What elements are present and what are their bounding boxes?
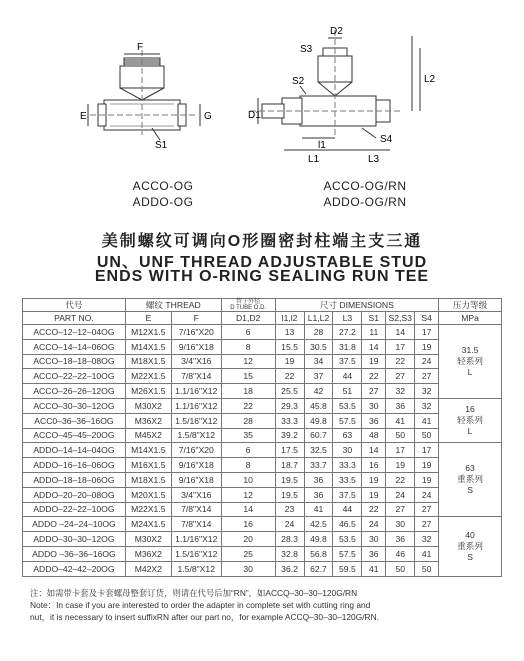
label-S1: S1	[155, 140, 168, 151]
table-cell: 30.5	[304, 339, 333, 354]
table-cell: ADDO–16–16–06OG	[23, 458, 126, 473]
table-cell: 17	[386, 339, 415, 354]
table-cell: ADDO–42–42–20OG	[23, 561, 126, 576]
table-cell: 12	[221, 487, 275, 502]
table-cell: ACCO–12–12–04OG	[23, 325, 126, 340]
table-cell: ACCO–14–14–06OG	[23, 339, 126, 354]
title-english-line1: UN、UNF THREAD ADJUSTABLE STUD	[96, 254, 428, 271]
table-cell: 15.5	[275, 339, 304, 354]
table-cell: 59.5	[333, 561, 362, 576]
table-cell: 30	[221, 561, 275, 576]
table-cell: 20	[221, 532, 275, 547]
table-cell: 31.8	[333, 339, 362, 354]
table-cell: ADDO–14–14–04OG	[23, 443, 126, 458]
header-d: D1,D2	[221, 312, 275, 325]
table-cell: 57.5	[333, 413, 362, 428]
table-row	[23, 398, 502, 413]
table-header-top	[23, 299, 502, 312]
table-row	[23, 384, 502, 399]
pressure-cn: 轻系列	[457, 415, 483, 426]
table-cell: 12	[221, 354, 275, 369]
table-cell: 33.3	[275, 413, 304, 428]
table-cell: 22	[362, 369, 386, 384]
table-cell: 27	[415, 517, 439, 532]
header-pressure-cn: 压力等级	[439, 299, 502, 312]
pressure-group-cell	[439, 443, 502, 517]
table-cell: 36	[304, 472, 333, 487]
table-cell: 19	[386, 458, 415, 473]
table-cell: M20X1.5	[125, 487, 171, 502]
table-cell: 32	[386, 384, 415, 399]
table-row	[23, 339, 502, 354]
header-S4: S4	[415, 312, 439, 325]
label-E: E	[80, 111, 87, 122]
table-cell: 1.1/16"X12	[171, 532, 221, 547]
table-cell: 35	[221, 428, 275, 443]
table-cell: 10	[221, 472, 275, 487]
table-cell: 14	[221, 502, 275, 517]
table-cell: 27	[386, 369, 415, 384]
table-cell: 7/16"X20	[171, 443, 221, 458]
label-D2: D2	[330, 26, 343, 37]
table-cell: 60.7	[304, 428, 333, 443]
table-cell: 18	[221, 384, 275, 399]
table-cell: 6	[221, 325, 275, 340]
table-cell: 36	[304, 487, 333, 502]
table-cell: 25	[221, 546, 275, 561]
table-cell: 19.5	[275, 487, 304, 502]
table-cell: 1.5/16"X12	[171, 413, 221, 428]
table-cell: 16	[362, 458, 386, 473]
label-G: G	[204, 111, 212, 122]
table-cell: 49.8	[304, 532, 333, 547]
table-cell: M36X2	[125, 546, 171, 561]
technical-drawings	[0, 0, 524, 200]
header-tube-en: D TUBE O.D.	[230, 305, 267, 311]
caption-right	[300, 178, 430, 210]
table-cell: ACCO–22–22–10OG	[23, 369, 126, 384]
table-cell: 19	[415, 472, 439, 487]
pressure-cn: 重系列	[457, 474, 483, 485]
table-cell: 3/4"X16	[171, 354, 221, 369]
table-cell: 37.5	[333, 487, 362, 502]
table-cell: 17	[415, 443, 439, 458]
caption-left-line1: ACCO-OG	[132, 179, 194, 193]
table-cell: 19	[362, 487, 386, 502]
table-cell: ADDO–18–18–06OG	[23, 472, 126, 487]
table-cell: 44	[333, 502, 362, 517]
table-cell: 48	[362, 428, 386, 443]
table-cell: 37.5	[333, 354, 362, 369]
table-cell: M14X1.5	[125, 443, 171, 458]
caption-right-line1: ACCO-OG/RN	[323, 179, 407, 193]
table-cell: 24	[415, 354, 439, 369]
header-pressure-en: MPa	[439, 312, 502, 325]
table-cell: 24	[386, 487, 415, 502]
table-cell: 45.8	[304, 398, 333, 413]
table-row	[23, 354, 502, 369]
table-cell: 34	[304, 354, 333, 369]
caption-left	[118, 178, 208, 210]
label-L3: L3	[368, 154, 380, 165]
table-cell: 24	[362, 517, 386, 532]
label-l1: l1	[318, 140, 326, 151]
table-cell: 19	[362, 354, 386, 369]
table-cell: 50	[386, 561, 415, 576]
label-S4: S4	[380, 134, 393, 145]
table-cell: 17	[386, 443, 415, 458]
table-cell: M26X1.5	[125, 384, 171, 399]
table-cell: 46.5	[333, 517, 362, 532]
table-cell: 42	[304, 384, 333, 399]
table-cell: M22X1.5	[125, 502, 171, 517]
table-cell: 62.7	[304, 561, 333, 576]
table-row	[23, 325, 502, 340]
table-cell: 1.5/16"X12	[171, 546, 221, 561]
table-cell: 19	[362, 472, 386, 487]
table-cell: 50	[386, 428, 415, 443]
table-cell: 6	[221, 443, 275, 458]
table-row	[23, 472, 502, 487]
table-cell: 46	[386, 546, 415, 561]
table-row	[23, 443, 502, 458]
table-cell: 19	[415, 458, 439, 473]
table-cell: 14	[362, 339, 386, 354]
table-cell: 24	[415, 487, 439, 502]
table-cell: 17	[415, 325, 439, 340]
header-l12: l1,l2	[275, 312, 304, 325]
table-cell: 49.8	[304, 413, 333, 428]
table-cell: 22	[221, 398, 275, 413]
table-cell: 36	[362, 546, 386, 561]
note-en-1: Note：In case if you are interested to order the adapter in complete set with cutting ring and	[30, 600, 371, 610]
header-S1: S1	[362, 312, 386, 325]
table-cell: 1.5/8"X12	[171, 428, 221, 443]
table-cell: 42.5	[304, 517, 333, 532]
table-cell: 7/8"X14	[171, 369, 221, 384]
table-cell: ACCO–30–30–12OG	[23, 398, 126, 413]
table-cell: 29.3	[275, 398, 304, 413]
table-cell: M45X2	[125, 428, 171, 443]
table-cell: 7/16"X20	[171, 325, 221, 340]
label-D1: D1	[248, 110, 261, 121]
table-cell: 15	[221, 369, 275, 384]
table-cell: 50	[415, 428, 439, 443]
table-cell: 9/16"X18	[171, 472, 221, 487]
table-cell: 16	[221, 517, 275, 532]
table-cell: 7/8"X14	[171, 502, 221, 517]
table-cell: ADDO–22–22–10OG	[23, 502, 126, 517]
table-cell: 17.5	[275, 443, 304, 458]
table-cell: 22	[362, 502, 386, 517]
header-e: E	[125, 312, 171, 325]
table-cell: 33.7	[304, 458, 333, 473]
header-tube-cn: 管子外径	[236, 299, 261, 305]
table-cell: ACCO–18–18–08OG	[23, 354, 126, 369]
pressure-code: L	[467, 366, 473, 377]
table-cell: ADDO –36–36–16OG	[23, 546, 126, 561]
table-cell: 28	[304, 325, 333, 340]
table-cell: 19	[415, 339, 439, 354]
table-cell: 25.5	[275, 384, 304, 399]
table-cell: 36	[386, 532, 415, 547]
pressure-cn: 轻系列	[457, 355, 483, 366]
table-cell: 33.3	[333, 458, 362, 473]
table-cell: ACC0–36–36–16OG	[23, 413, 126, 428]
header-L3: L3	[333, 312, 362, 325]
header-L12: L1,L2	[304, 312, 333, 325]
table-cell: M36X2	[125, 413, 171, 428]
note-en-2: nut，it is necessary to insert suffixRN after our part no，for example ACCQ–30–30–120G/RN.	[30, 612, 379, 622]
pressure-value: 16	[465, 404, 475, 415]
table-cell: 30	[386, 517, 415, 532]
table-cell: M18X1.5	[125, 472, 171, 487]
table-cell: 22	[386, 354, 415, 369]
pressure-value: 31.5	[461, 344, 479, 355]
left-drawing	[88, 50, 200, 140]
table-cell: 22	[275, 369, 304, 384]
header-tube	[221, 299, 275, 312]
table-cell: 28	[221, 413, 275, 428]
label-S2: S2	[292, 76, 305, 87]
table-cell: 32	[415, 532, 439, 547]
table-body	[23, 325, 502, 577]
table-cell: M30X2	[125, 398, 171, 413]
table-cell: 53.5	[333, 398, 362, 413]
table-cell: 23	[275, 502, 304, 517]
table-cell: ADDO –24–24–10OG	[23, 517, 126, 532]
table-cell: 9/16"X18	[171, 339, 221, 354]
table-cell: ACCO–26–26–12OG	[23, 384, 126, 399]
table-cell: M12X1.5	[125, 325, 171, 340]
table-cell: 32.8	[275, 546, 304, 561]
table-row	[23, 502, 502, 517]
pressure-code: L	[467, 426, 473, 437]
table-cell: 27	[362, 384, 386, 399]
label-F: F	[137, 42, 144, 53]
notes	[30, 587, 500, 623]
table-cell: 39.2	[275, 428, 304, 443]
table-cell: 57.5	[333, 546, 362, 561]
header-f: F	[171, 312, 221, 325]
table-header-bottom	[23, 312, 502, 325]
table-cell: 13	[275, 325, 304, 340]
table-cell: 37	[304, 369, 333, 384]
table-cell: M42X2	[125, 561, 171, 576]
table-cell: 28.3	[275, 532, 304, 547]
pressure-cn: 重系列	[457, 540, 483, 551]
table-cell: 53.5	[333, 532, 362, 547]
table-cell: 30	[362, 532, 386, 547]
table-cell: 41	[362, 561, 386, 576]
table-cell: 32.5	[304, 443, 333, 458]
label-L1: L1	[308, 154, 320, 165]
table-row	[23, 413, 502, 428]
pressure-group-cell	[439, 398, 502, 442]
caption-left-line2: ADDO-OG	[132, 195, 194, 209]
table-cell: M30X2	[125, 532, 171, 547]
caption-right-line2: ADDO-OG/RN	[323, 195, 407, 209]
pressure-group-cell	[439, 325, 502, 399]
table-cell: 3/4"X16	[171, 487, 221, 502]
table-cell: 9/16"X18	[171, 458, 221, 473]
table-row	[23, 517, 502, 532]
table-cell: M16X1.5	[125, 458, 171, 473]
table-cell: 41	[386, 413, 415, 428]
table-cell: 41	[415, 413, 439, 428]
table-cell: 8	[221, 339, 275, 354]
pressure-group-cell	[439, 517, 502, 576]
table-cell: 30	[333, 443, 362, 458]
table-cell: 27	[415, 502, 439, 517]
table-row	[23, 428, 502, 443]
table-row	[23, 487, 502, 502]
table-cell: 1.1/16"X12	[171, 384, 221, 399]
table-cell: 1.5/8"X12	[171, 561, 221, 576]
table-cell: 41	[304, 502, 333, 517]
table-cell: 8	[221, 458, 275, 473]
table-cell: 1.1/16"X12	[171, 398, 221, 413]
table-cell: ADDO–20–20–08OG	[23, 487, 126, 502]
label-L2: L2	[424, 74, 436, 85]
table-cell: 32	[415, 398, 439, 413]
table-cell: M14X1.5	[125, 339, 171, 354]
table-cell: 56.8	[304, 546, 333, 561]
table-cell: M22X1.5	[125, 369, 171, 384]
table-cell: 30	[362, 398, 386, 413]
table-cell: 27	[386, 502, 415, 517]
title-english-line2: ENDS WITH O-RING SEALING RUN TEE	[94, 268, 430, 285]
pressure-value: 40	[465, 529, 475, 540]
table-cell: 41	[415, 546, 439, 561]
table-cell: 27.2	[333, 325, 362, 340]
table-cell: 14	[386, 325, 415, 340]
table-cell: ADDO–30–30–12OG	[23, 532, 126, 547]
pressure-value: 63	[465, 463, 475, 474]
right-drawing	[250, 30, 420, 150]
table-row	[23, 546, 502, 561]
table-cell: 18.7	[275, 458, 304, 473]
table-cell: 36	[362, 413, 386, 428]
title-chinese: 美制螺纹可调向O形圈密封柱端主支三通	[101, 233, 423, 250]
table-cell: 11	[362, 325, 386, 340]
table-cell: 63	[333, 428, 362, 443]
table-cell: 7/8"X14	[171, 517, 221, 532]
table-cell: ACCO–45–45–20OG	[23, 428, 126, 443]
pressure-code: S	[467, 551, 473, 562]
spec-table	[22, 298, 502, 577]
table-cell: 22	[386, 472, 415, 487]
table-cell: 27	[415, 369, 439, 384]
table-row	[23, 561, 502, 576]
header-part-en: PART NO.	[23, 312, 126, 325]
table-row	[23, 532, 502, 547]
table-row	[23, 458, 502, 473]
table-cell: 44	[333, 369, 362, 384]
header-S23: S2,S3	[386, 312, 415, 325]
table-cell: 19.5	[275, 472, 304, 487]
table-cell: 36.2	[275, 561, 304, 576]
table-cell: 24	[275, 517, 304, 532]
header-thread: 螺纹 THREAD	[125, 299, 221, 312]
label-S3: S3	[300, 44, 313, 55]
table-row	[23, 369, 502, 384]
table-cell: 33.5	[333, 472, 362, 487]
table-cell: 51	[333, 384, 362, 399]
header-part-cn: 代号	[23, 299, 126, 312]
table-cell: 36	[386, 398, 415, 413]
pressure-code: S	[467, 485, 473, 496]
table-cell: 19	[275, 354, 304, 369]
table-cell: 32	[415, 384, 439, 399]
note-cn: 注：如需带卡套及卡套螺母整套订货，则请在代号后加“RN”，如ACCQ–30–30–120G/RN	[30, 588, 358, 598]
table-cell: M18X1.5	[125, 354, 171, 369]
header-dimensions: 尺寸 DIMENSIONS	[275, 299, 439, 312]
table-cell: 50	[415, 561, 439, 576]
table-cell: 14	[362, 443, 386, 458]
table-cell: M24X1.5	[125, 517, 171, 532]
